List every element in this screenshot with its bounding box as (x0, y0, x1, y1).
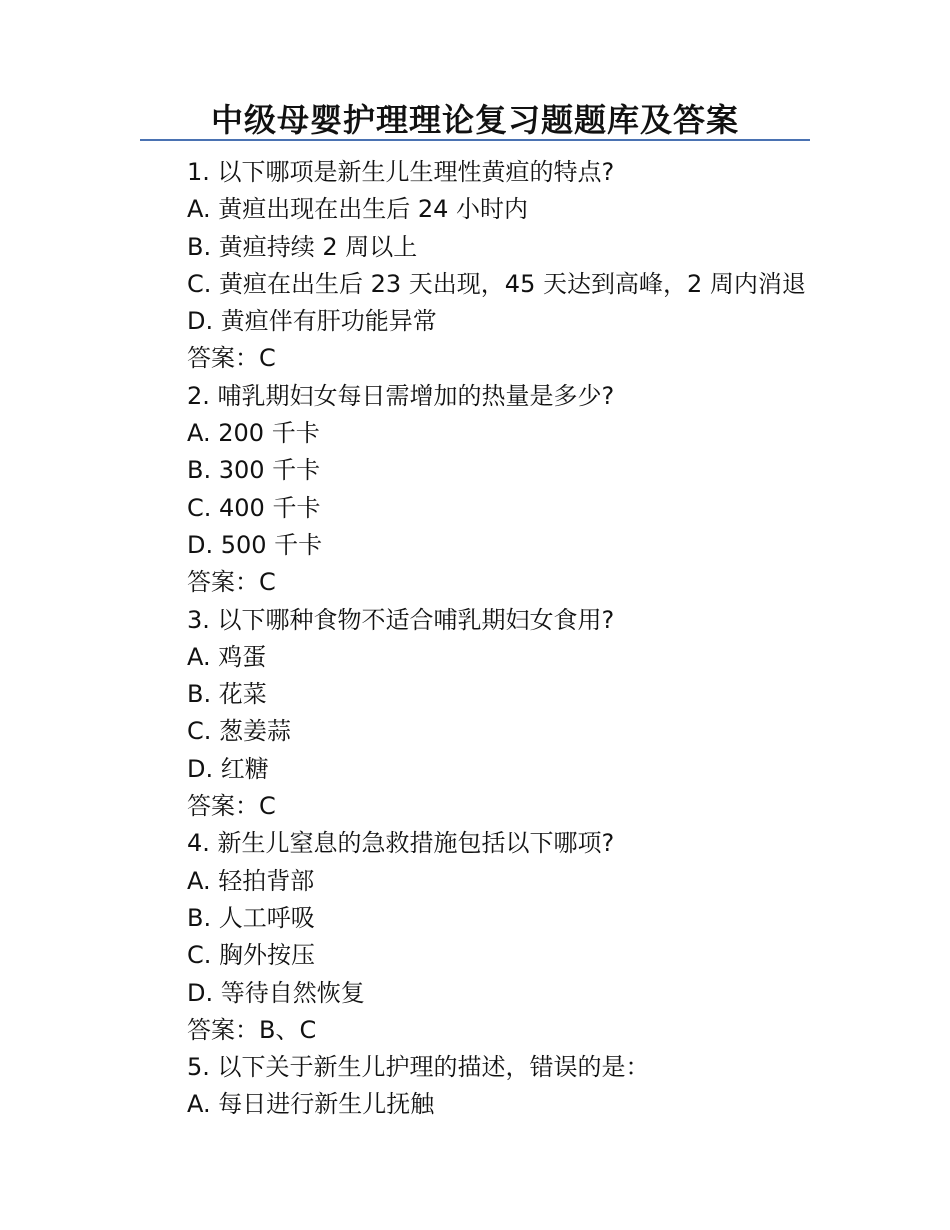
question-3-option-d: D. 红糖 (187, 754, 269, 783)
question-1-answer: 答案：C (187, 344, 276, 373)
question-1-option-d: D. 黄疸伴有肝功能异常 (187, 307, 437, 336)
question-4-option-c: C. 胸外按压 (187, 941, 316, 970)
question-1-option-a: A. 黄疸出现在出生后 24 小时内 (187, 195, 529, 224)
question-4: 4. 新生儿窒息的急救措施包括以下哪项? (187, 829, 615, 858)
question-3: 3. 以下哪种食物不适合哺乳期妇女食用? (187, 605, 615, 634)
question-2-answer: 答案：C (187, 568, 276, 597)
question-4-answer: 答案：B、C (187, 1015, 317, 1044)
question-2-option-c: C. 400 千卡 (187, 493, 321, 522)
question-4-option-d: D. 等待自然恢复 (187, 978, 365, 1007)
question-4-option-b: B. 人工呼吸 (187, 903, 315, 932)
question-3-option-b: B. 花菜 (187, 680, 267, 709)
question-2-option-d: D. 500 千卡 (187, 530, 323, 559)
question-1-option-b: B. 黄疸持续 2 周以上 (187, 232, 418, 261)
question-4-option-a: A. 轻拍背部 (187, 866, 315, 895)
question-1: 1. 以下哪项是新生儿生理性黄疸的特点? (187, 158, 615, 186)
question-3-option-a: A. 鸡蛋 (187, 642, 267, 671)
title-underline (140, 139, 810, 141)
question-2: 2. 哺乳期妇女每日需增加的热量是多少? (187, 381, 615, 410)
question-5: 5. 以下关于新生儿护理的描述，错误的是： (187, 1053, 650, 1082)
question-5-option-a: A. 每日进行新生儿抚触 (187, 1090, 435, 1119)
question-list (187, 154, 827, 1124)
question-2-option-a: A. 200 千卡 (187, 419, 320, 448)
question-3-option-c: C. 葱姜蒜 (187, 717, 292, 746)
document-title: 中级母婴护理理论复习题题库及答案 (210, 101, 739, 139)
question-3-answer: 答案：C (187, 792, 276, 821)
question-1-option-c: C. 黄疸在出生后 23 天出现，45 天达到高峰，2 周内消退 (187, 269, 806, 298)
question-2-option-b: B. 300 千卡 (187, 456, 321, 485)
